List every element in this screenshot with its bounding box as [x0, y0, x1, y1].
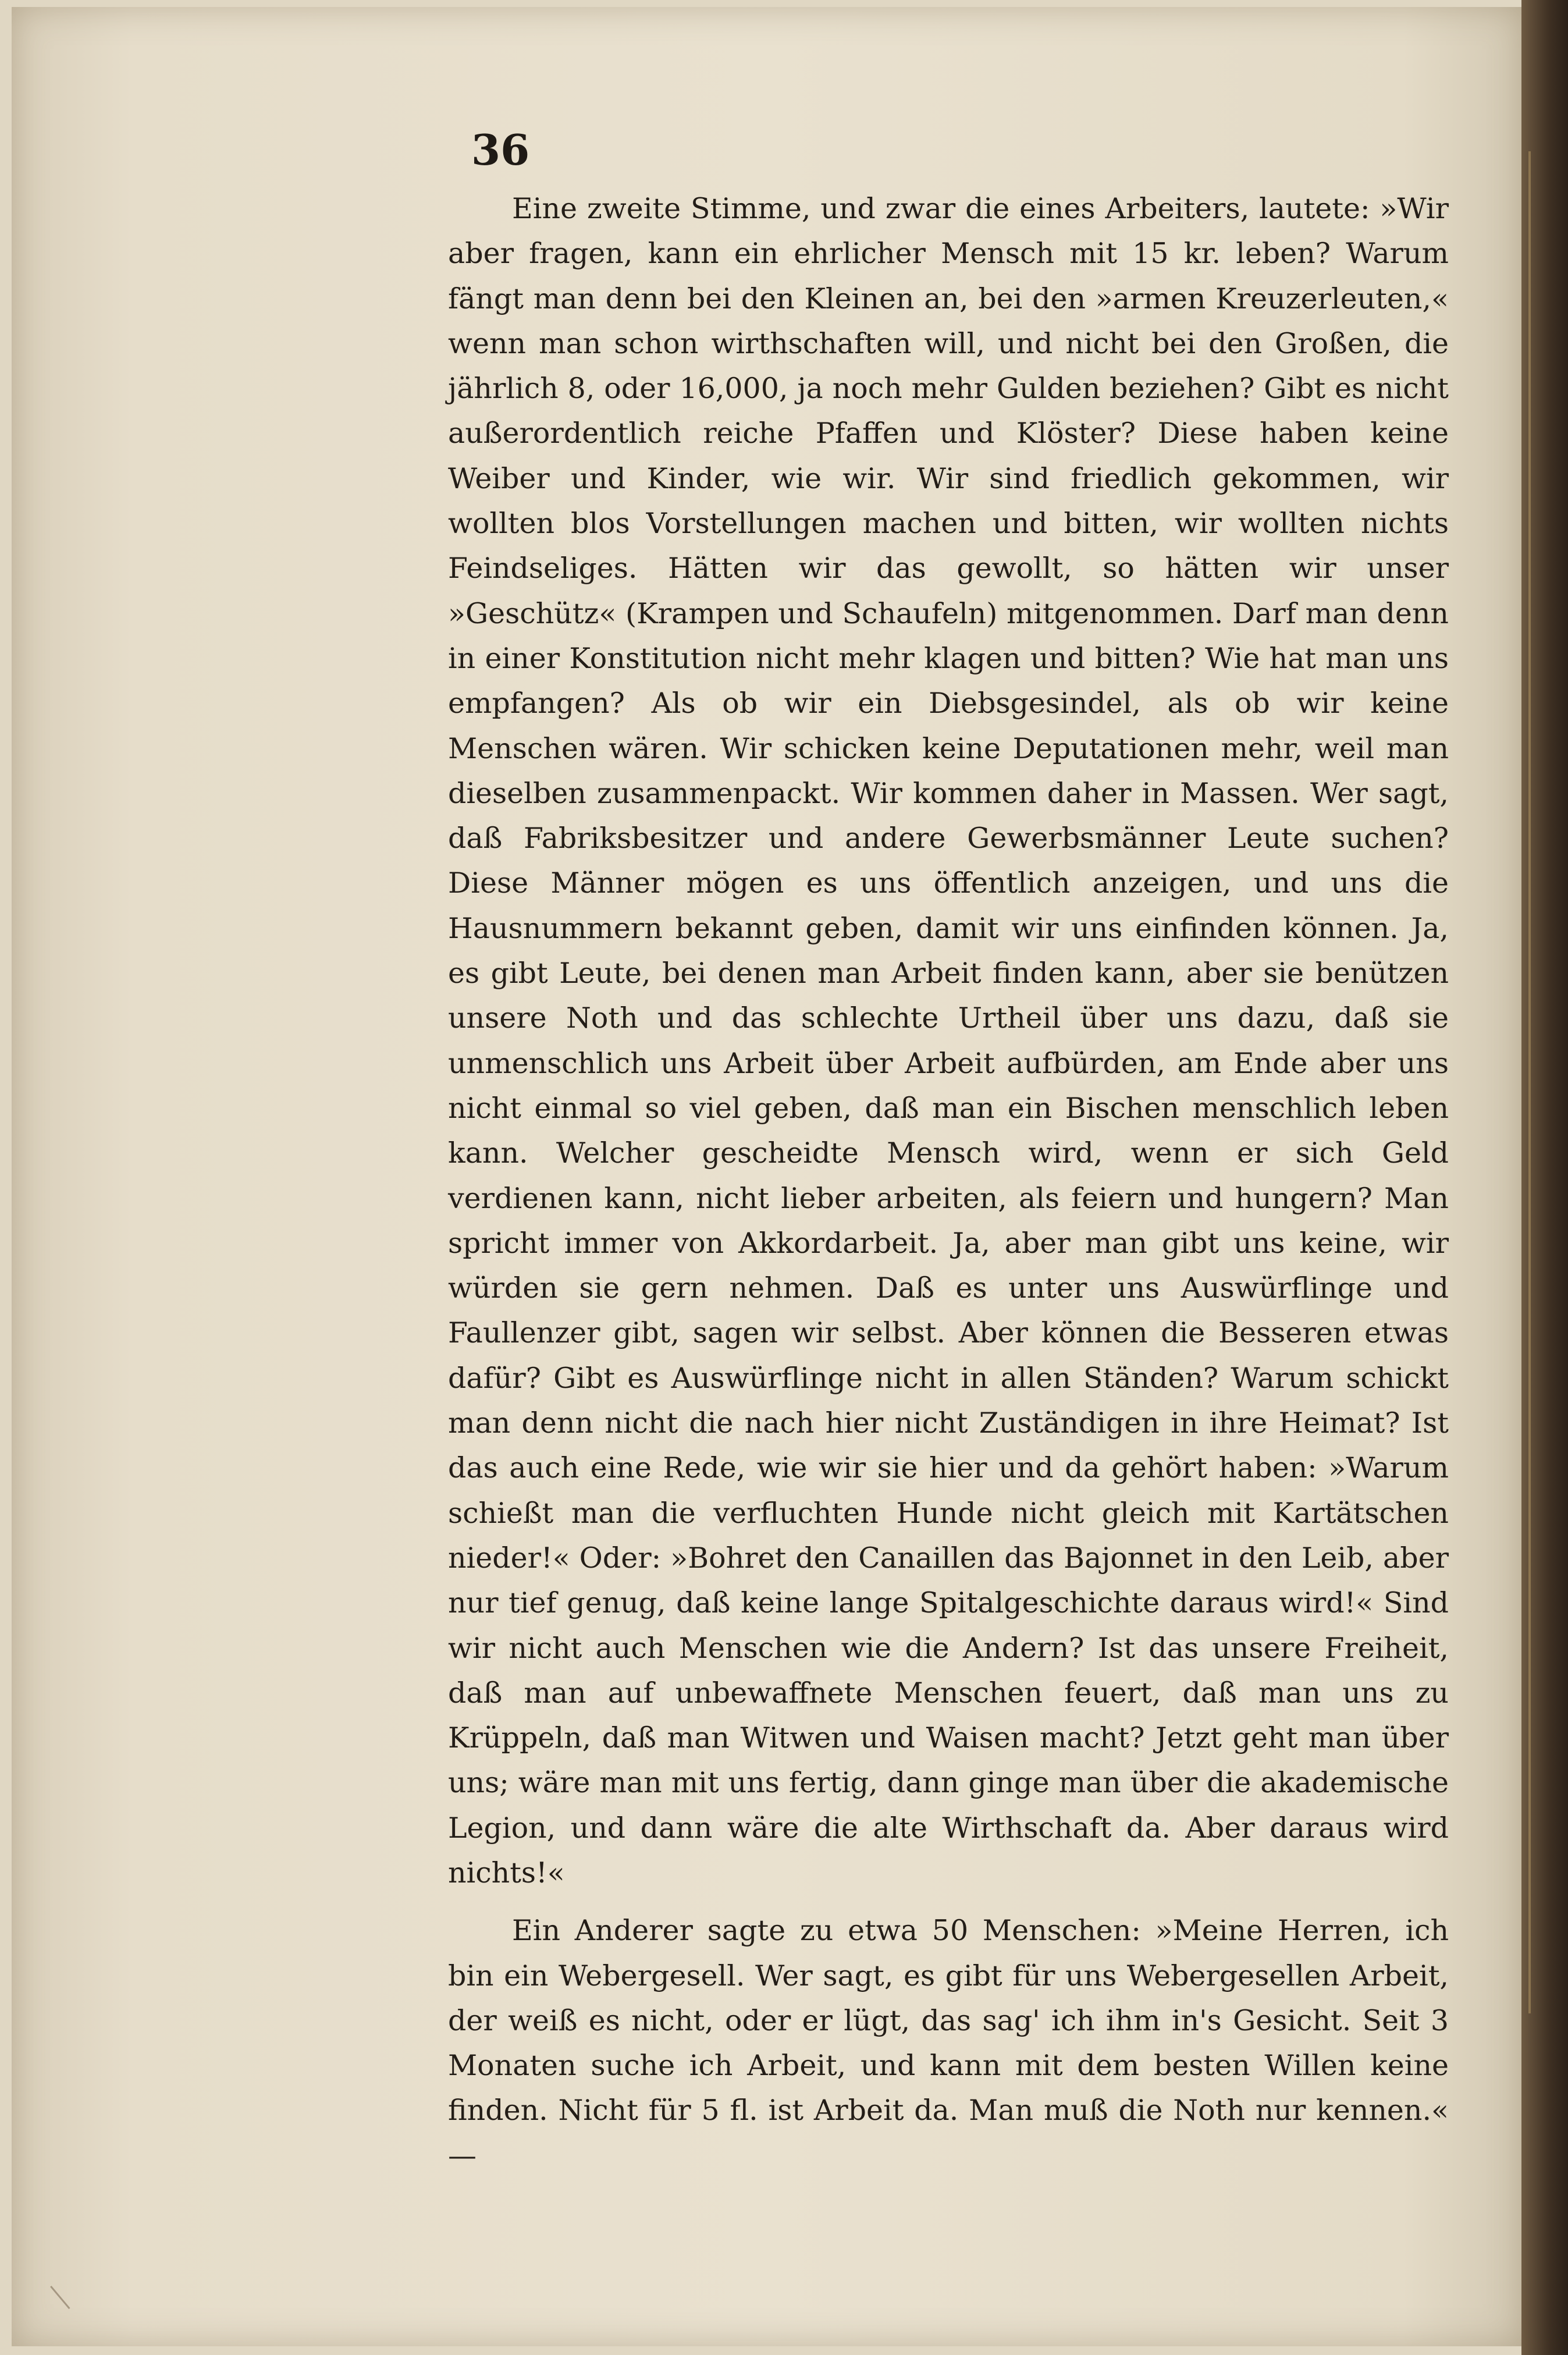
- book-binding-edge: [1521, 0, 1568, 2355]
- paragraph-2: Ein Anderer sagte zu etwa 50 Menschen: »Meine Herren, ich bin ein Webergesell. Wer sagt, es gibt für uns Webergesellen Arbeit, der weiß es nicht, oder er lügt, das sag' ich ihm in's Gesicht. Seit 3 Monaten suche ich Arbeit, und kann mit dem besten Willen keine finden. Nicht für 5 fl. ist Arbeit da. Man muß die Noth nur kennen.« —: [448, 1914, 1449, 2172]
- paragraph-1: Eine zweite Stimme, und zwar die eines Arbeiters, lautete: »Wir aber fragen, kann ein ehrlicher Mensch mit 15 kr. leben? Warum fängt man denn bei den Kleinen an, bei den »armen Kreuzerleuten,« wenn man schon wirthschaften will, und nicht bei den Großen, die jährlich 8, oder 16,000, ja noch mehr Gulden beziehen? Gibt es nicht außerordentlich reiche Pfaffen und Klöster? Diese haben keine Weiber und Kinder, wie wir. Wir sind friedlich gekommen, wir wollten blos Vorstellungen machen und bitten, wir wollten nichts Feindseliges. Hätten wir das gewollt, so hätten wir unser »Geschütz« (Krampen und Schaufeln) mitgenommen. Darf man denn in einer Konstitution nicht mehr klagen und bitten? Wie hat man uns empfangen? Als ob wir ein Diebsgesindel, als ob wir keine Menschen wären. Wir schicken keine Deputationen mehr, weil man dieselben zusammenpackt. Wir kommen daher in Massen. Wer sagt, daß Fabriksbesitzer und andere Gewerbsmänner Leute suchen? Diese Männer mögen es uns öffentlich anzeigen, und uns die Hausnummern bekannt geben, damit wir uns einfinden können. Ja, es gibt Leute, bei denen man Arbeit finden kann, aber sie benützen unsere Noth und das schlechte Urtheil über uns dazu, daß sie unmenschlich uns Arbeit über Arbeit aufbürden, am Ende aber uns nicht einmal so viel geben, daß man ein Bischen menschlich leben kann. Welcher gescheidte Mensch wird, wenn er sich Geld verdienen kann, nicht lieber arbeiten, als feiern und hungern? Man spricht immer von Akkordarbeit. Ja, aber man gibt uns keine, wir würden sie gern nehmen. Daß es unter uns Auswürflinge und Faullenzer gibt, sagen wir selbst. Aber können die Besseren etwas dafür? Gibt es Auswürflinge nicht in allen Ständen? Warum schickt man denn nicht die nach hier nicht Zuständigen in ihre Heimat? Ist das auch eine Rede, wie wir sie hier und da gehört haben: »Warum schießt man die verfluchten Hunde nicht gleich mit Kartätschen nieder!« Oder: »Bohret den Canaillen das Bajonnet in den Leib, aber nur tief genug, daß keine lange Spitalgeschichte daraus wird!« Sind wir nicht auch Menschen wie die Andern? Ist das unsere Freiheit, daß man auf unbewaffnete Menschen feuert, daß man uns zu Krüppeln, daß man Witwen und Waisen macht? Jetzt geht man über uns; wäre man mit uns fertig, dann ginge man über die akademische Legion, und dann wäre die alte Wirthschaft da. Aber daraus wird nichts!«: [448, 192, 1449, 1889]
- page-number: 36: [471, 125, 530, 175]
- body-text: [448, 186, 1449, 2178]
